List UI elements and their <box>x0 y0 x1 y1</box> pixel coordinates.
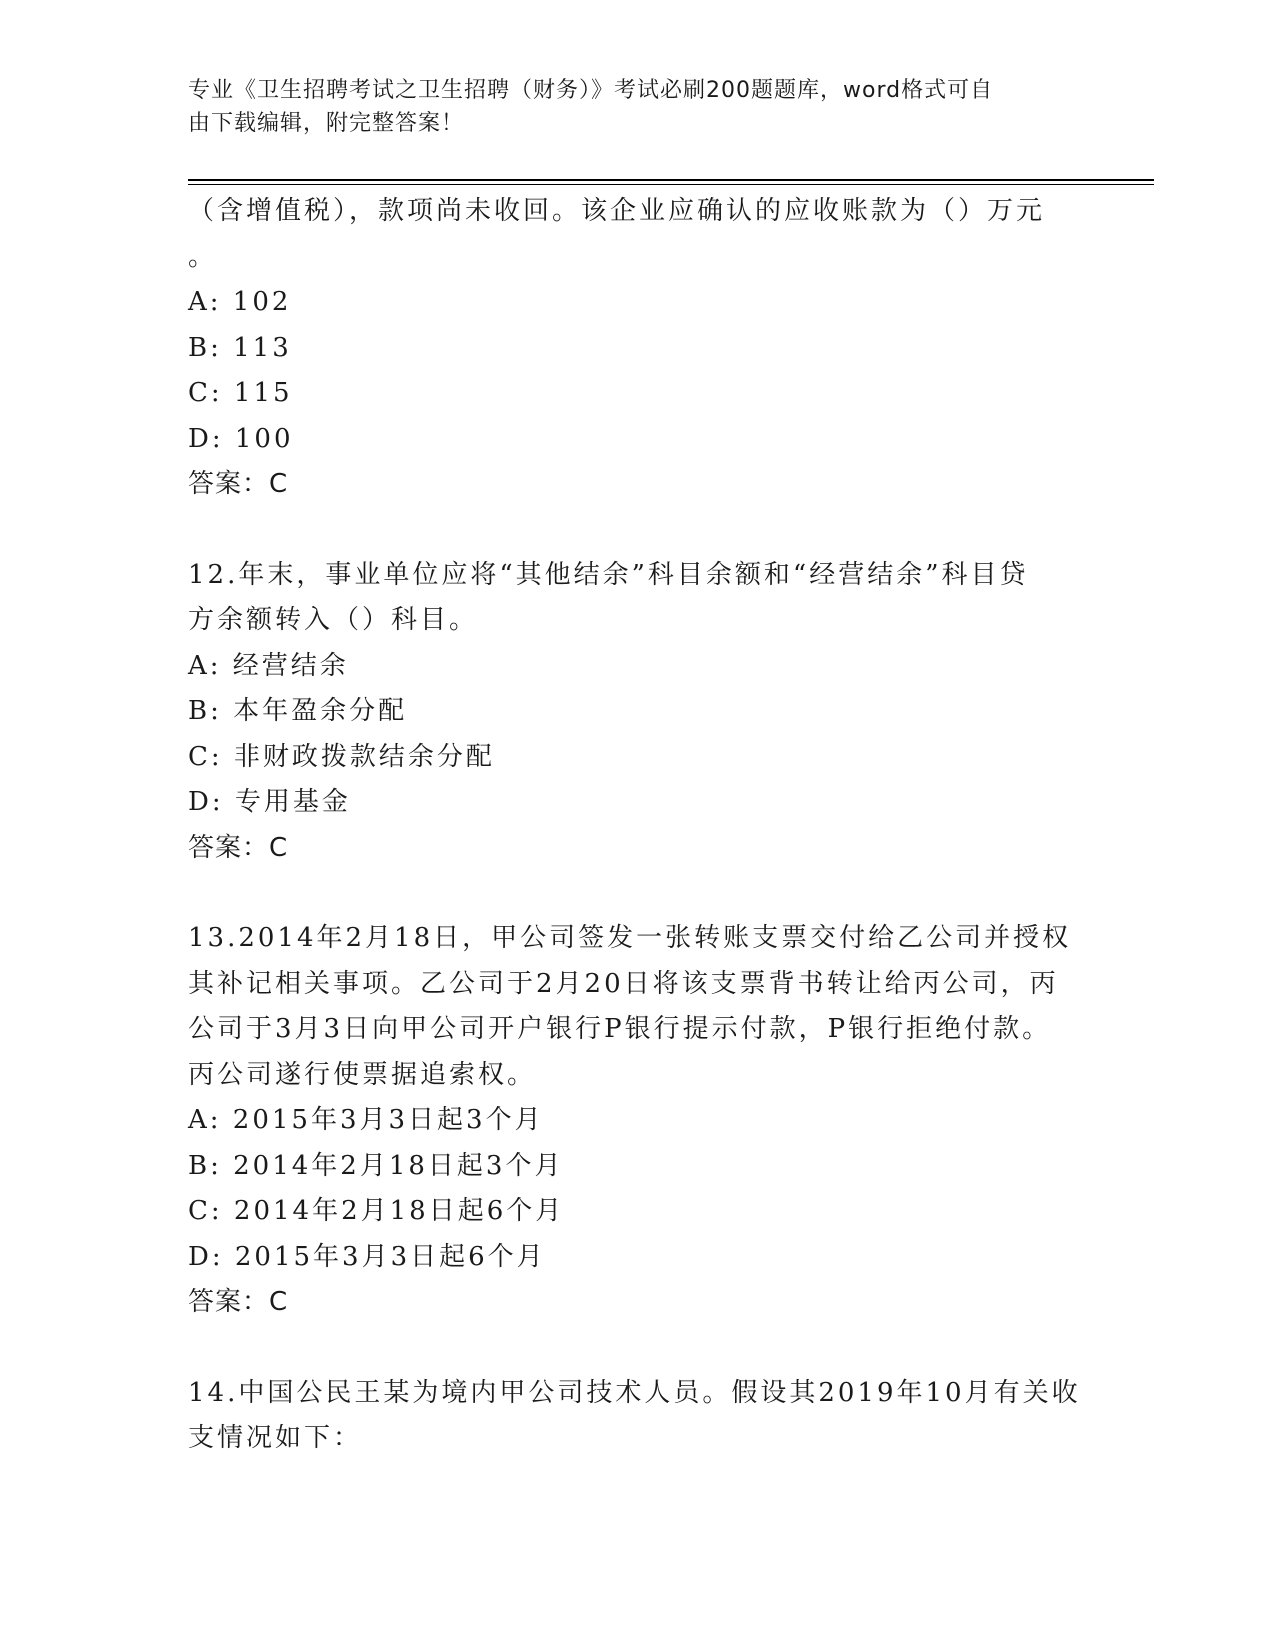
header-line-2: 由下载编辑，附完整答案！ <box>188 111 465 136</box>
question-continuation: （含增值税），款项尚未收回。该企业应确认的应收账款为（）万元 <box>188 196 1046 226</box>
answer: 答案：C <box>188 832 289 863</box>
option-c: C: 非财政拨款结余分配 <box>188 741 495 772</box>
answer: 答案：C <box>188 469 289 499</box>
question-stem: 其补记相关事项。乙公司于2月20日将该支票背书转让给丙公司，丙 <box>188 968 1059 999</box>
question-stem: 公司于3月3日向甲公司开户银行P银行提示付款，P银行拒绝付款。 <box>188 1014 1052 1044</box>
option-c: C: 2014年2月18日起6个月 <box>188 1196 565 1226</box>
option-b: B: 2014年2月18日起3个月 <box>188 1150 564 1181</box>
question-stem: 方余额转入（）科目。 <box>188 605 479 635</box>
question-stem: 12.年末，事业单位应将“其他结余”科目余额和“经营结余”科目贷 <box>188 559 1029 590</box>
option-a: A: 2015年3月3日起3个月 <box>188 1105 544 1135</box>
header-line-1: 专业《卫生招聘考试之卫生招聘（财务）》考试必刷200题题库，word格式可自 <box>188 78 994 103</box>
answer: 答案：C <box>188 1287 289 1317</box>
option-d: D: 专用基金 <box>188 787 351 817</box>
option-a: A: 102 <box>188 287 292 317</box>
header-divider-thin <box>188 184 1154 185</box>
option-b: B: 本年盈余分配 <box>188 696 408 726</box>
question-continuation: 。 <box>188 241 218 272</box>
document-header <box>188 74 1068 140</box>
option-c: C: 115 <box>188 378 293 408</box>
option-d: D: 100 <box>188 423 294 454</box>
option-a: A: 经营结余 <box>188 650 349 681</box>
document-body <box>188 189 1088 1462</box>
question-11 <box>188 189 1088 508</box>
question-12 <box>188 553 1088 872</box>
option-b: B: 113 <box>188 332 292 363</box>
option-d: D: 2015年3月3日起6个月 <box>188 1241 546 1272</box>
question-13 <box>188 916 1088 1326</box>
header-divider-thick <box>188 179 1154 181</box>
question-stem: 14.中国公民王某为境内甲公司技术人员。假设其2019年10月有关收 <box>188 1377 1081 1408</box>
question-stem: 支情况如下： <box>188 1423 363 1453</box>
question-stem: 13.2014年2月18日，甲公司签发一张转账支票交付给乙公司并授权 <box>188 923 1072 953</box>
question-14 <box>188 1371 1088 1462</box>
question-stem: 丙公司遂行使票据追索权。 <box>188 1059 537 1090</box>
